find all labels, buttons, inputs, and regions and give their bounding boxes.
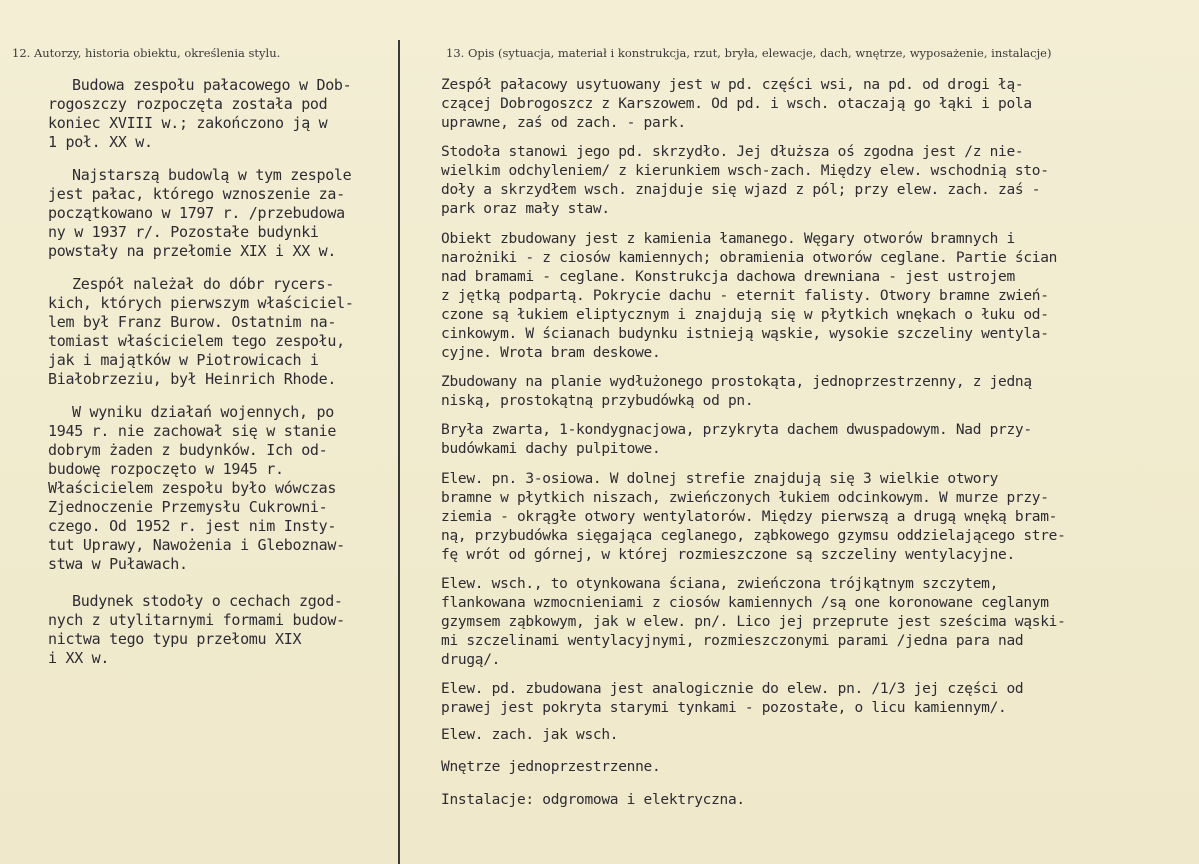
text-line: Właścicielem zespołu było wówczas xyxy=(48,479,337,497)
text-line: gzymsem ząbkowym, jak w elew. pn/. Lico jej przeprute jest sześcima wąski- xyxy=(441,614,1066,630)
history-column xyxy=(48,76,402,668)
text-line: narożniki - z ciosów kamiennych; obramienia otworów ceglane. Partie ścian xyxy=(441,250,1058,266)
paragraph xyxy=(441,791,1181,810)
text-line: niską, prostokątną przybudówką od pn. xyxy=(441,393,754,409)
text-line: cyjne. Wrota bram deskowe. xyxy=(441,345,661,361)
text-line: lem był Franz Burow. Ostatnim na- xyxy=(48,313,337,331)
paragraph xyxy=(48,592,402,668)
text-line: powstały na przełomie XIX i XX w. xyxy=(48,242,337,260)
text-line: 1 poł. XX w. xyxy=(48,133,153,151)
text-line: Elew. wsch., to otynkowana ściana, zwieńczona trójkątnym szczytem, xyxy=(441,576,999,592)
text-line: Zbudowany na planie wydłużonego prostokąta, jednoprzestrzenny, z jedną xyxy=(441,374,1032,390)
text-line: jest pałac, którego wznoszenie za- xyxy=(48,185,345,203)
text-line: Budowa zespołu pałacowego w Dob- xyxy=(72,76,352,94)
text-line: nych z utylitarnymi formami budow- xyxy=(48,611,345,629)
paragraph xyxy=(441,680,1181,718)
paragraph xyxy=(441,758,1181,777)
text-line: Elew. zach. jak wsch. xyxy=(441,727,619,743)
text-line: czego. Od 1952 r. jest nim Insty- xyxy=(48,517,337,535)
text-line: i XX w. xyxy=(48,649,110,667)
text-line: Elew. pn. 3-osiowa. W dolnej strefie znajdują się 3 wielkie otwory xyxy=(441,471,999,487)
text-line: Zespół pałacowy usytuowany jest w pd. części wsi, na pd. od drogi łą- xyxy=(441,77,1024,93)
text-line: Budynek stodoły o cechach zgod- xyxy=(72,592,343,610)
text-line: jak i majątków w Piotrowicach i xyxy=(48,351,319,369)
text-line: Zespół należał do dóbr rycers- xyxy=(72,275,334,293)
text-line: Stodoła stanowi jego pd. skrzydło. Jej dłuższa oś zgodna jest /z nie- xyxy=(441,144,1024,160)
text-line: nad bramami - ceglane. Konstrukcja dachowa drewniana - jest ustrojem xyxy=(441,269,1015,285)
text-line: Instalacje: odgromowa i elektryczna. xyxy=(441,792,745,808)
text-line: cinkowym. W ścianach budynku istnieją wąskie, wysokie szczeliny wentyla- xyxy=(441,326,1049,342)
text-line: uprawne, zaś od zach. - park. xyxy=(441,115,686,131)
text-line: ną, przybudówka sięgająca ceglanego, ząbkowego gzymsu oddzielającego stre- xyxy=(441,528,1066,544)
text-line: Najstarszą budowlą w tym zespole xyxy=(72,166,352,184)
description-column xyxy=(441,76,1181,810)
text-line: Obiekt zbudowany jest z kamienia łamanego. Węgary otworów bramnych i xyxy=(441,231,1015,247)
section-12-header: 12. Autorzy, historia obiektu, określenia stylu. xyxy=(12,46,281,60)
text-line: Wnętrze jednoprzestrzenne. xyxy=(441,759,661,775)
paragraph xyxy=(441,76,1181,133)
paragraph xyxy=(48,403,402,574)
text-line: budówkami dachy pulpitowe. xyxy=(441,441,661,457)
text-line: z jętką podpartą. Pokrycie dachu - eternit falisty. Otwory bramne zwień- xyxy=(441,288,1049,304)
text-line: Białobrzeziu, był Heinrich Rhode. xyxy=(48,370,337,388)
text-line: początkowano w 1797 r. /przebudowa xyxy=(48,204,345,222)
paragraph xyxy=(48,275,402,389)
paragraph xyxy=(441,230,1181,363)
text-line: tut Uprawy, Nawożenia i Gleboznaw- xyxy=(48,536,345,554)
paragraph xyxy=(48,166,402,261)
text-line: ny w 1937 r/. Pozostałe budynki xyxy=(48,223,319,241)
paragraph xyxy=(48,76,402,152)
text-line: doły a skrzydłem wsch. znajduje się wjazd z pól; przy elew. zach. zaś - xyxy=(441,182,1041,198)
section-13-header: 13. Opis (sytuacja, materiał i konstrukcja, rzut, bryła, elewacje, dach, wnętrze, wyposażenie, instalacje) xyxy=(446,46,1052,60)
text-line: park oraz mały staw. xyxy=(441,201,610,217)
text-line: nictwa tego typu przełomu XIX xyxy=(48,630,302,648)
text-line: ziemia - okrągłe otwory wentylatorów. Między pierwszą a drugą wnęką bram- xyxy=(441,509,1058,525)
text-line: Bryła zwarta, 1-kondygnacjowa, przykryta dachem dwuspadowym. Nad przy- xyxy=(441,422,1032,438)
text-line: mi szczelinami wentylacyjnymi, rozmieszczonymi parami /jedna para nad xyxy=(441,633,1024,649)
text-line: wielkim odchyleniem/ z kierunkiem wsch-zach. Między elew. wschodnią sto- xyxy=(441,163,1049,179)
text-line: rogoszczy rozpoczęta została pod xyxy=(48,95,328,113)
paragraph xyxy=(441,421,1181,459)
text-line: kich, których pierwszym właściciel- xyxy=(48,294,354,312)
text-line: koniec XVIII w.; zakończono ją w xyxy=(48,114,328,132)
text-line: stwa w Puławach. xyxy=(48,555,188,573)
paragraph xyxy=(441,470,1181,565)
text-line: 1945 r. nie zachował się w stanie xyxy=(48,422,337,440)
paragraph xyxy=(441,373,1181,411)
text-line: W wyniku działań wojennych, po xyxy=(72,403,334,421)
text-line: drugą/. xyxy=(441,652,501,668)
text-line: budowę rozpoczęto w 1945 r. xyxy=(48,460,284,478)
text-line: czone są łukiem eliptycznym i znajdują się w płytkich wnękach o łuku od- xyxy=(441,307,1049,323)
paragraph xyxy=(441,143,1181,219)
text-line: Zjednoczenie Przemysłu Cukrowni- xyxy=(48,498,328,516)
text-line: dobrym żaden z budynków. Ich od- xyxy=(48,441,328,459)
text-line: prawej jest pokryta starymi tynkami - pozostałe, o licu kamiennym/. xyxy=(441,700,1007,716)
text-line: Elew. pd. zbudowana jest analogicznie do elew. pn. /1/3 jej części od xyxy=(441,681,1024,697)
text-line: tomiast właścicielem tego zespołu, xyxy=(48,332,345,350)
text-line: flankowana wzmocnieniami z ciosów kamiennych /są one koronowane ceglanym xyxy=(441,595,1049,611)
paragraph xyxy=(441,726,1181,745)
paragraph xyxy=(441,575,1181,670)
text-line: fę wrót od górnej, w której rozmieszczone są szczeliny wentylacyjne. xyxy=(441,547,1015,563)
text-line: czącej Dobrogoszcz z Karszowem. Od pd. i wsch. otaczają go łąki i pola xyxy=(441,96,1032,112)
text-line: bramne w płytkich niszach, zwieńczonych łukiem odcinkowym. W murze przy- xyxy=(441,490,1049,506)
